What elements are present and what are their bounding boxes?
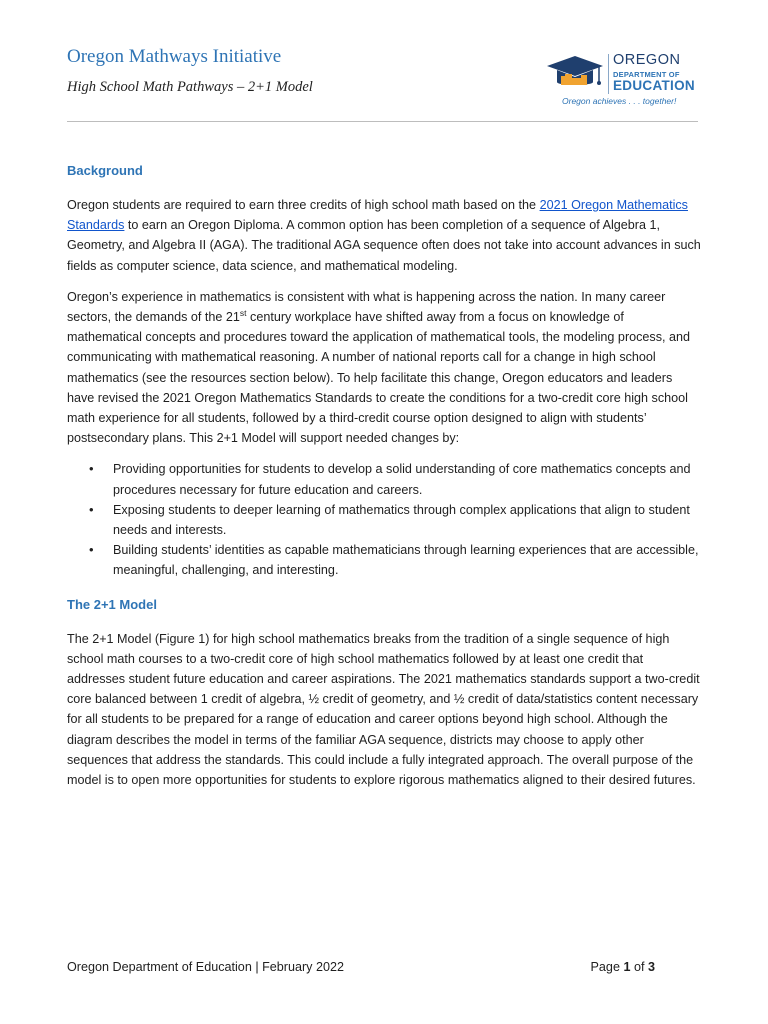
background-p2-text-b: century workplace have shifted away from a focus on knowledge of mathematical concepts and procedures toward the application of mathematical tools, the modeling process, and communicating with mathematical reasoning. A number of national reports call for a change in high school mathematics (see the resources section below). To help facilitate this change, Oregon educators and leaders have revised the 2021 Oregon Mathematics Standards to create the conditions for a two-credit core high school math experience for all students, followed by a third-credit course option designed to align with students’ postsecondary plans. This 2+1 Model will support needed changes by: xyxy=(67,310,691,446)
ordinal-superscript: st xyxy=(239,307,247,318)
list-item: • Exposing students to deeper learning of mathematics through complex applications that align to student needs and interests. xyxy=(67,500,701,540)
document-subtitle: High School Math Pathways – 2+1 Model xyxy=(67,79,313,95)
standards-link[interactable]: 2021 Oregon Mathematics Standards xyxy=(67,198,688,233)
document-title: Oregon Mathways Initiative xyxy=(67,46,282,67)
logo-state-text: OREGON xyxy=(613,52,681,68)
logo-department-text: DEPARTMENT OF xyxy=(613,70,680,79)
footer-source: Oregon Department of Education | February 2022 xyxy=(67,960,344,974)
ode-logo xyxy=(545,52,695,110)
background-paragraph-2 xyxy=(67,287,701,449)
background-paragraph-1 xyxy=(67,195,701,276)
document-body xyxy=(67,161,701,801)
header-divider xyxy=(67,121,698,122)
logo-education-text: EDUCATION xyxy=(613,78,695,93)
benefits-list xyxy=(67,459,701,580)
logo-divider xyxy=(608,54,609,94)
list-item: • Providing opportunities for students to develop a solid understanding of core mathematics concepts and procedures necessary for future education and careers. xyxy=(67,459,701,499)
background-p2-text-a: Oregon’s experience in mathematics is consistent with what is happening across the nation. In many career sectors, the demands of the 21 xyxy=(67,289,666,325)
page-total: 3 xyxy=(647,960,655,974)
page-number xyxy=(591,960,655,974)
background-heading: Background xyxy=(67,163,143,178)
page-of: of xyxy=(630,960,648,974)
background-p1-text-a: Oregon students are required to earn three credits of high school math based on the xyxy=(67,198,540,212)
page-current: 1 xyxy=(623,960,631,974)
model-heading: The 2+1 Model xyxy=(67,596,157,612)
model-paragraph: The 2+1 Model (Figure 1) for high school mathematics breaks from the tradition of a single sequence of high school math courses to a two-credit core of high school mathematics followed by at least one credit that addresses student future education and career aspirations. The 2021 mathematics standards support a two-credit core balanced between 1 credit of algebra, ½ credit of geometry, and ½ credit of data/statistics content necessary for all students to be prepared for a range of education and career options beyond high school. Although the diagram describes the model in terms of the familiar AGA sequence, districts may choose to apply other sequences that address the standards. This could include a fully integrated approach. The overall purpose of the model is to open more opportunities for students to explore rigorous mathematics aligned to their desired futures. xyxy=(67,631,700,788)
graduation-cap-state-icon xyxy=(545,52,607,96)
page-label: Page xyxy=(590,960,624,974)
list-item: • Building students’ identities as capable mathematicians through learning experiences that are accessible, meaningful, challenging, and interesting. xyxy=(67,540,701,580)
logo-tagline: Oregon achieves . . . together! xyxy=(562,96,677,106)
background-p1-text-b: to earn an Oregon Diploma. A common option has been completion of a sequence of Algebra 1, Geometry, and Algebra II (AGA). The traditional AGA sequence often does not take into account advances in such fields as computer science, data science, and mathematical modeling. xyxy=(67,218,701,273)
